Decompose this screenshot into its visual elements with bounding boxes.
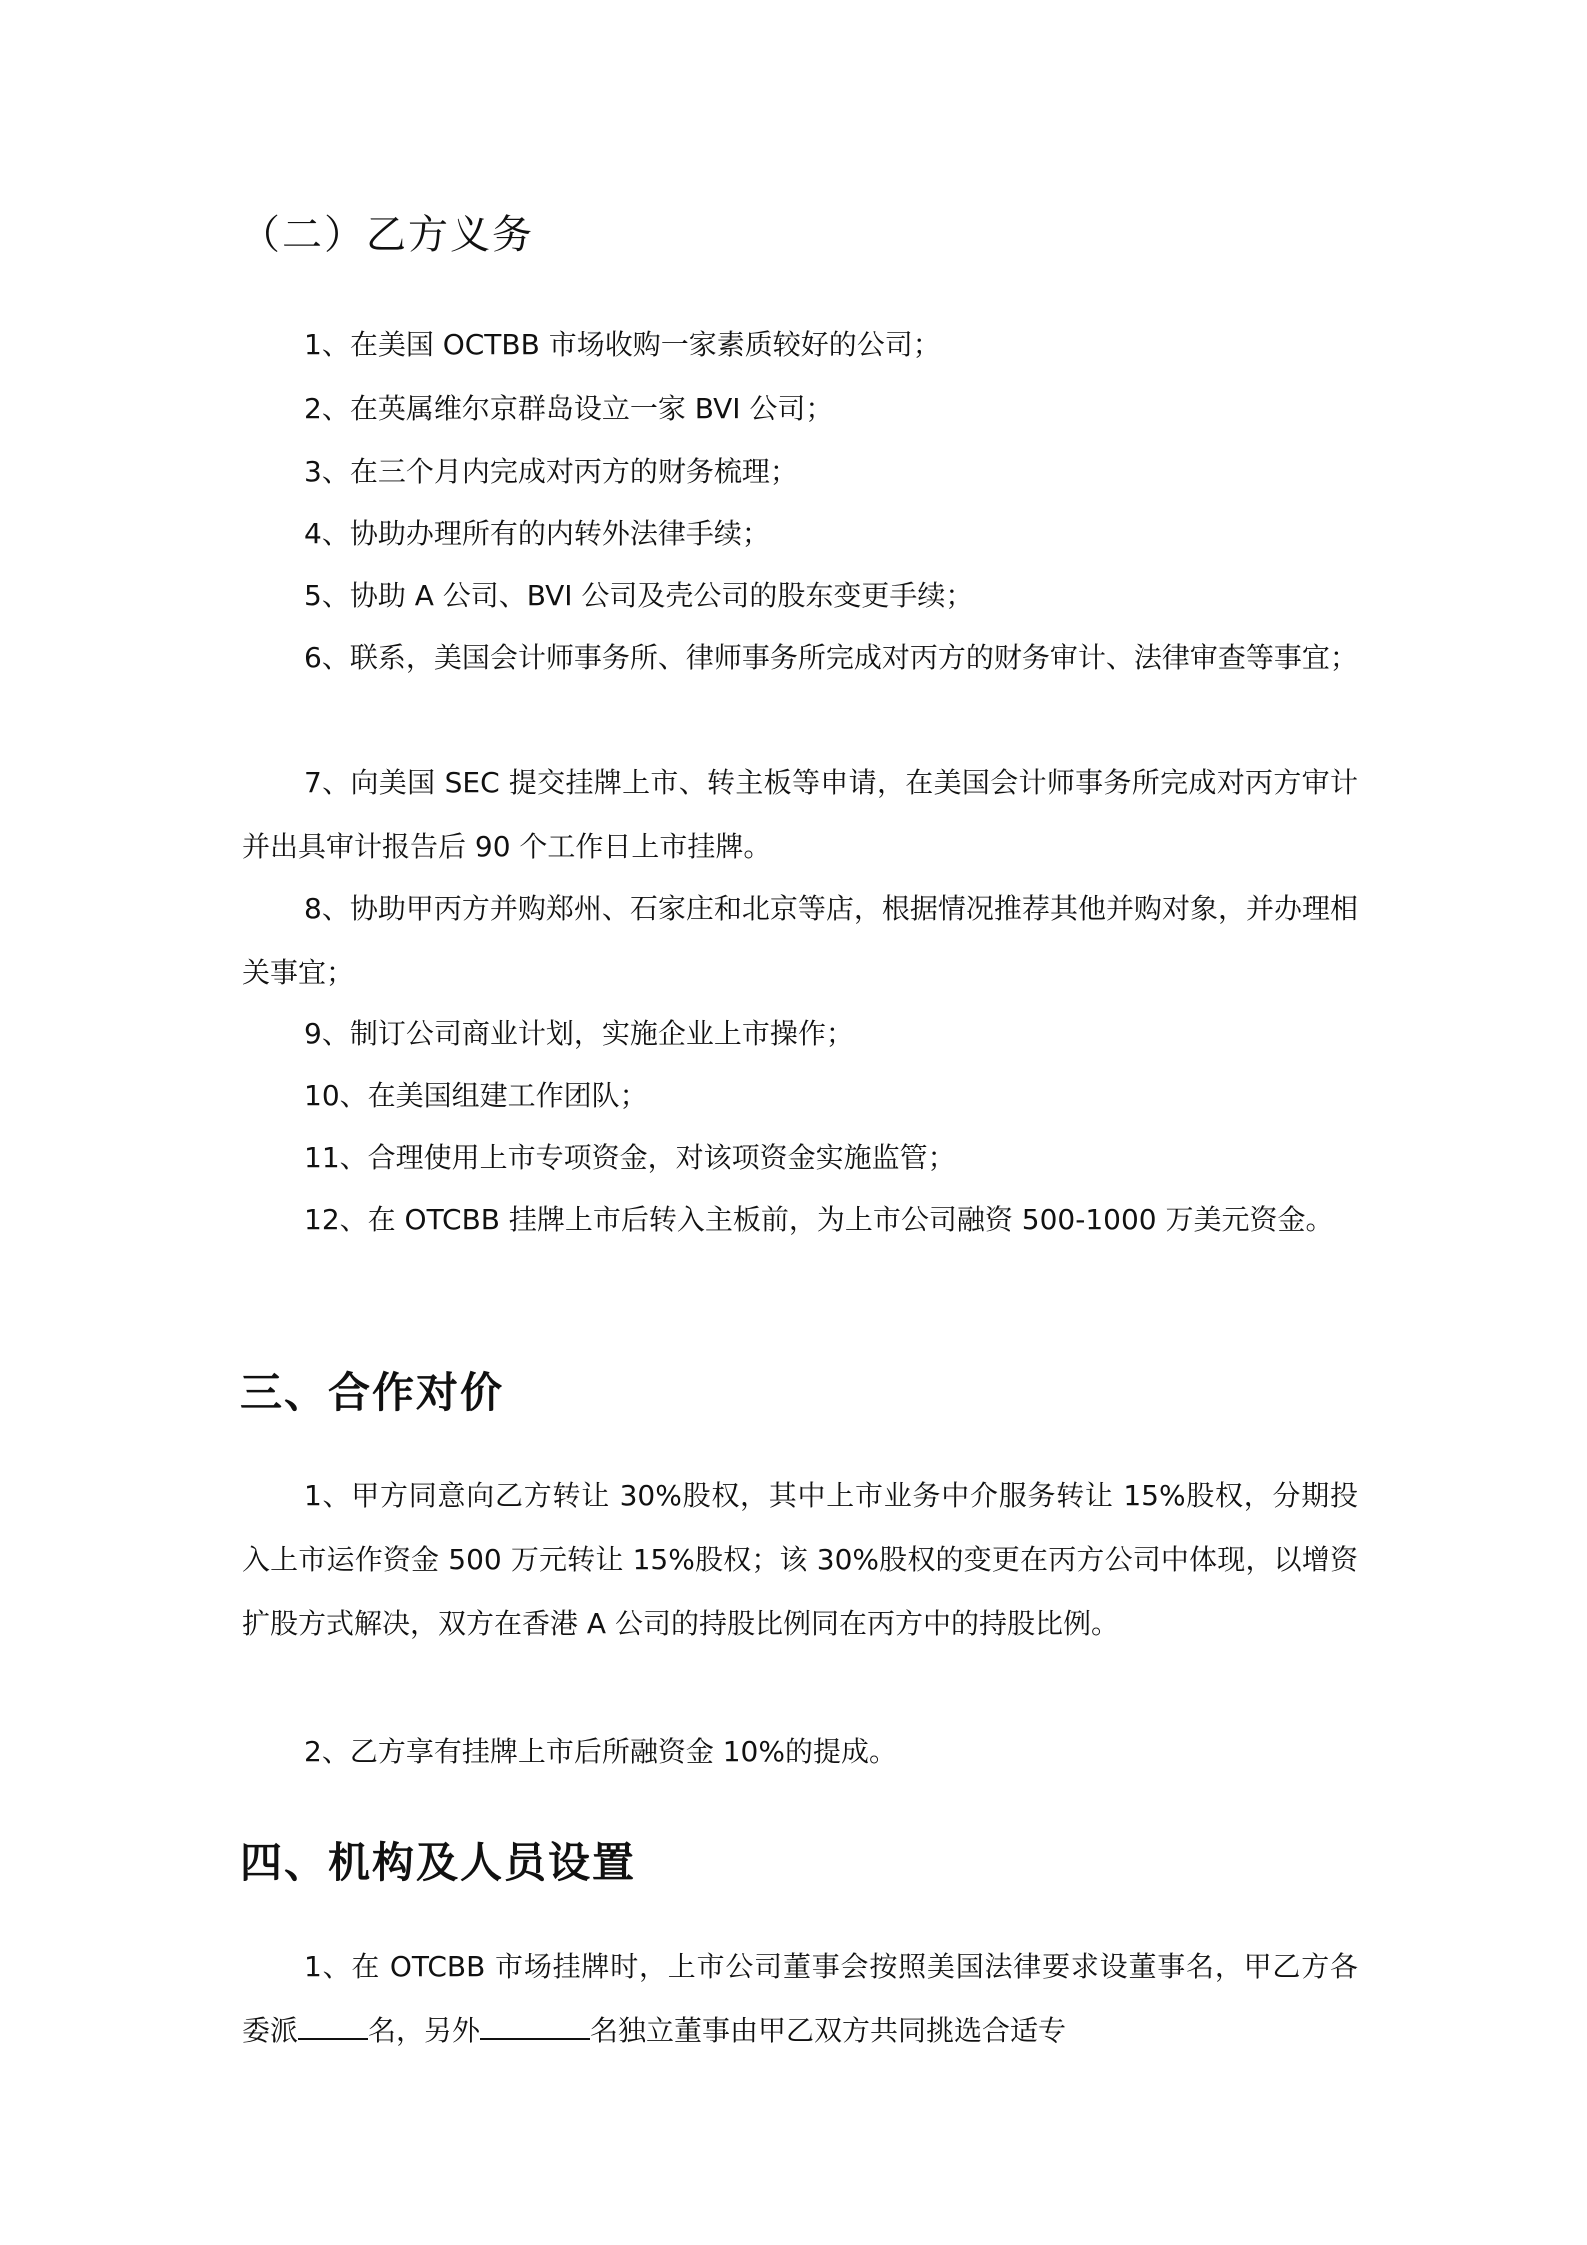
organization-item-1-text-c: 名独立董事由甲乙双方共同挑选合适专	[590, 2014, 1067, 2047]
section-heading-organization-personnel: 四、机构及人员设置	[240, 1838, 637, 1887]
obligation-item-4: 4、协助办理所有的内转外法律手续；	[304, 517, 770, 550]
consideration-item-2: 2、乙方享有挂牌上市后所融资金 10%的提成。	[304, 1735, 897, 1768]
obligation-item-5: 5、协助 A 公司、BVI 公司及壳公司的股东变更手续；	[304, 579, 974, 612]
section-heading-party-b-obligations: （二）乙方义务	[240, 212, 534, 258]
organization-item-1	[242, 1935, 1358, 2063]
blank-independent-directors[interactable]	[480, 2008, 590, 2040]
obligation-item-11: 11、合理使用上市专项资金，对该项资金实施监管；	[304, 1141, 956, 1174]
section-heading-consideration: 三、合作对价	[240, 1368, 505, 1417]
obligation-item-12: 12、在 OTCBB 挂牌上市后转入主板前，为上市公司融资 500-1000 万美元资金。	[304, 1203, 1334, 1236]
consideration-item-1: 1、甲方同意向乙方转让 30%股权，其中上市业务中介服务转让 15%股权，分期投入上市运作资金 500 万元转让 15%股权；该 30%股权的变更在丙方公司中体现，以增资扩股方式解决，双方在香港 A 公司的持股比例同在丙方中的持股比例。	[242, 1479, 1358, 1640]
obligation-item-9: 9、制订公司商业计划，实施企业上市操作；	[304, 1017, 854, 1050]
organization-item-1-text-a: 1、在 OTCBB 市场挂牌时，上市公司董事会按照美国法律要求设董事名，甲乙方各委派	[242, 1950, 1358, 2047]
obligation-item-10: 10、在美国组建工作团队；	[304, 1079, 648, 1112]
obligation-item-3: 3、在三个月内完成对丙方的财务梳理；	[304, 455, 798, 488]
blank-appointed-directors[interactable]	[298, 2008, 368, 2040]
obligation-item-7: 7、向美国 SEC 提交挂牌上市、转主板等申请，在美国会计师事务所完成对丙方审计并出具审计报告后 90 个工作日上市挂牌。	[242, 766, 1358, 863]
obligation-item-1: 1、在美国 OCTBB 市场收购一家素质较好的公司；	[304, 328, 941, 361]
obligation-item-8: 8、协助甲丙方并购郑州、石家庄和北京等店，根据情况推荐其他并购对象，并办理相关事宜；	[242, 892, 1358, 989]
obligation-item-2: 2、在英属维尔京群岛设立一家 BVI 公司；	[304, 392, 834, 425]
organization-item-1-text-b: 名，另外	[368, 2014, 481, 2047]
obligation-item-6: 6、联系，美国会计师事务所、律师事务所完成对丙方的财务审计、法律审查等事宜；	[304, 641, 1358, 674]
